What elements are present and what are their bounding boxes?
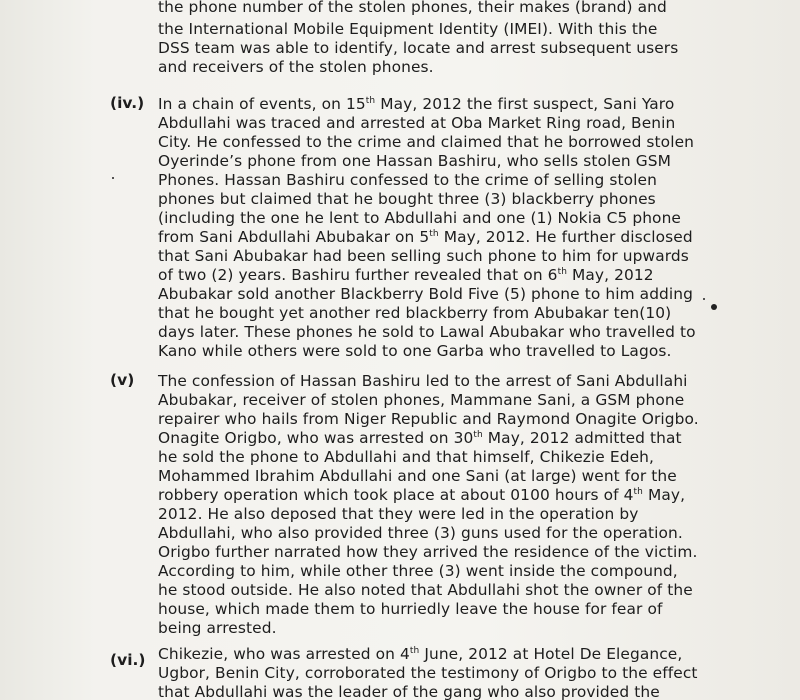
scan-speck	[112, 177, 114, 179]
text-line: repairer who hails from Niger Republic and Raymond Onagite Origbo.	[158, 410, 699, 428]
text-line: that Abdullahi was the leader of the gang who also provided the	[158, 683, 660, 700]
text-line: the International Mobile Equipment Identity (IMEI). With this the	[158, 20, 658, 38]
text-line: days later. These phones he sold to Lawal Abubakar who travelled to	[158, 323, 696, 341]
text-line: of two (2) years. Bashiru further revealed that on 6th May, 2012	[158, 266, 654, 284]
scan-speck	[703, 298, 705, 300]
paragraph-marker: (v)	[110, 371, 135, 389]
text-line: robbery operation which took place at about 0100 hours of 4th May,	[158, 486, 686, 504]
text-line: Abubakar sold another Blackberry Bold Five (5) phone to him adding	[158, 285, 694, 303]
text-line: Abdullahi was traced and arrested at Oba Market Ring road, Benin	[158, 114, 676, 132]
text-line: DSS team was able to identify, locate and arrest subsequent users	[158, 39, 679, 57]
scan-speck	[711, 304, 717, 310]
text-line: he stood outside. He also noted that Abdullahi shot the owner of the	[158, 581, 693, 599]
text-line: In a chain of events, on 15th May, 2012 the first suspect, Sani Yaro	[158, 95, 675, 113]
text-line: Kano while others were sold to one Garba who travelled to Lagos.	[158, 342, 672, 360]
text-line: Chikezie, who was arrested on 4th June, 2012 at Hotel De Elegance,	[158, 645, 683, 663]
paragraph-marker: (iv.)	[110, 94, 145, 112]
text-line: he sold the phone to Abdullahi and that himself, Chikezie Edeh,	[158, 448, 654, 466]
text-line: that he bought yet another red blackberry from Abubakar ten(10)	[158, 304, 672, 322]
text-line: Onagite Origbo, who was arrested on 30th May, 2012 admitted that	[158, 429, 682, 447]
text-line: Oyerinde’s phone from one Hassan Bashiru, who sells stolen GSM	[158, 152, 672, 170]
text-line: phones but claimed that he bought three (3) blackberry phones	[158, 190, 656, 208]
text-line: City. He confessed to the crime and claimed that he borrowed stolen	[158, 133, 694, 151]
text-line: 2012. He also deposed that they were led in the operation by	[158, 505, 639, 523]
text-line: that Sani Abubakar had been selling such phone to him for upwards	[158, 247, 689, 265]
text-line: from Sani Abdullahi Abubakar on 5th May, 2012. He further disclosed	[158, 228, 693, 246]
text-line: Abdullahi, who also provided three (3) guns used for the operation.	[158, 524, 683, 542]
text-line: Abubakar, receiver of stolen phones, Mammane Sani, a GSM phone	[158, 391, 685, 409]
text-line: being arrested.	[158, 619, 277, 637]
text-line: According to him, while other three (3) went inside the compound,	[158, 562, 678, 580]
text-line: (including the one he lent to Abdullahi and one (1) Nokia C5 phone	[158, 209, 681, 227]
text-line: the phone number of the stolen phones, their makes (brand) and	[158, 0, 667, 16]
text-line: The confession of Hassan Bashiru led to the arrest of Sani Abdullahi	[158, 372, 688, 390]
paragraph-marker: (vi.)	[110, 651, 146, 669]
text-line: and receivers of the stolen phones.	[158, 58, 434, 76]
text-line: Phones. Hassan Bashiru confessed to the crime of selling stolen	[158, 171, 657, 189]
text-line: Origbo further narrated how they arrived the residence of the victim.	[158, 543, 698, 561]
text-line: Mohammed Ibrahim Abdullahi and one Sani (at large) went for the	[158, 467, 677, 485]
text-line: house, which made them to hurriedly leave the house for fear of	[158, 600, 663, 618]
text-line: Ugbor, Benin City, corroborated the testimony of Origbo to the effect	[158, 664, 698, 682]
